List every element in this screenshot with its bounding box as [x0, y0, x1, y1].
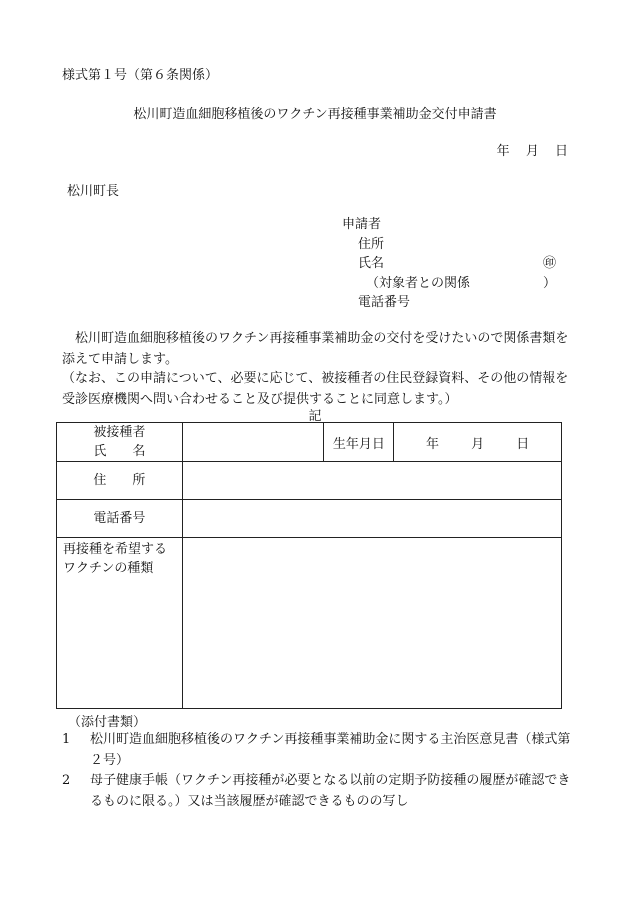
vaccine-label-2: ワクチンの種類 — [63, 561, 154, 576]
consent-paragraph: （なお、この申請について、必要に応じて、被接種者の住民登録資料、その他の情報を受診医療機関へ問い合わせること及び提供することに同意します。） — [62, 371, 569, 407]
address-label: 住 所 — [57, 462, 183, 500]
phone-label: 電話番号 — [57, 500, 183, 538]
attachment-text: 松川町造血細胞移植後のワクチン再接種事業補助金に関する主治医意見書（様式第２号） — [90, 732, 571, 768]
phone-field[interactable] — [182, 500, 561, 538]
relation-label: （対象者との関係 — [366, 275, 471, 291]
patient-name-label-2: 氏 名 — [93, 444, 146, 459]
patient-name-label-1: 被接種者 — [93, 425, 146, 440]
applicant-block — [342, 215, 557, 313]
seal-mark: ㊞ — [543, 256, 557, 271]
dob-label: 生年月日 — [324, 423, 394, 462]
date-month: 月 — [525, 144, 539, 159]
applicant-relation-row — [342, 274, 557, 294]
vaccine-label-1: 再接種を希望する — [63, 542, 168, 557]
dob-month: 月 — [471, 436, 485, 452]
applicant-address-label: 住所 — [358, 236, 385, 252]
table-row — [57, 462, 562, 500]
patient-name-field[interactable] — [182, 423, 324, 462]
dob-field[interactable] — [394, 423, 562, 462]
relation-close: ） — [543, 275, 557, 291]
table-row — [57, 423, 562, 462]
addressee: 松川町長 — [67, 184, 120, 199]
applicant-name-label: 氏名 — [358, 256, 385, 271]
document-title: 松川町造血細胞移植後のワクチン再接種事業補助金交付申請書 — [133, 107, 497, 122]
table-row — [57, 500, 562, 538]
request-paragraph: 松川町造血細胞移植後のワクチン再接種事業補助金の交付を受けたいので関係書類を添えて申請します。 — [62, 331, 569, 367]
list-item — [62, 771, 574, 812]
applicant-name-row — [342, 254, 557, 274]
vaccine-field[interactable] — [182, 538, 561, 709]
attachment-number: 1 — [62, 732, 71, 747]
vaccine-label-cell — [57, 538, 183, 709]
table-row — [57, 538, 562, 709]
attachment-text: 母子健康手帳（ワクチン再接種が必要となる以前の定期予防接種の履歴が確認できるものに限る。）又は当該履歴が確認できるものの写し — [90, 773, 571, 809]
dob-day: 日 — [516, 436, 530, 452]
date-year: 年 — [496, 144, 510, 159]
date-line — [485, 140, 568, 159]
list-item — [62, 730, 574, 771]
ki-heading: 記 — [308, 409, 322, 424]
attachment-number: 2 — [62, 773, 71, 788]
attachments-heading: （添付書類） — [68, 715, 147, 730]
dob-year: 年 — [425, 436, 439, 452]
applicant-phone-label: 電話番号 — [358, 295, 411, 310]
patient-name-label-cell — [57, 423, 183, 462]
form-number: 様式第１号（第６条関係） — [62, 68, 219, 83]
applicant-label: 申請者 — [342, 217, 382, 232]
address-field[interactable] — [182, 462, 561, 500]
attachments-list — [62, 730, 574, 812]
date-day: 日 — [554, 144, 568, 159]
application-table — [56, 422, 562, 709]
